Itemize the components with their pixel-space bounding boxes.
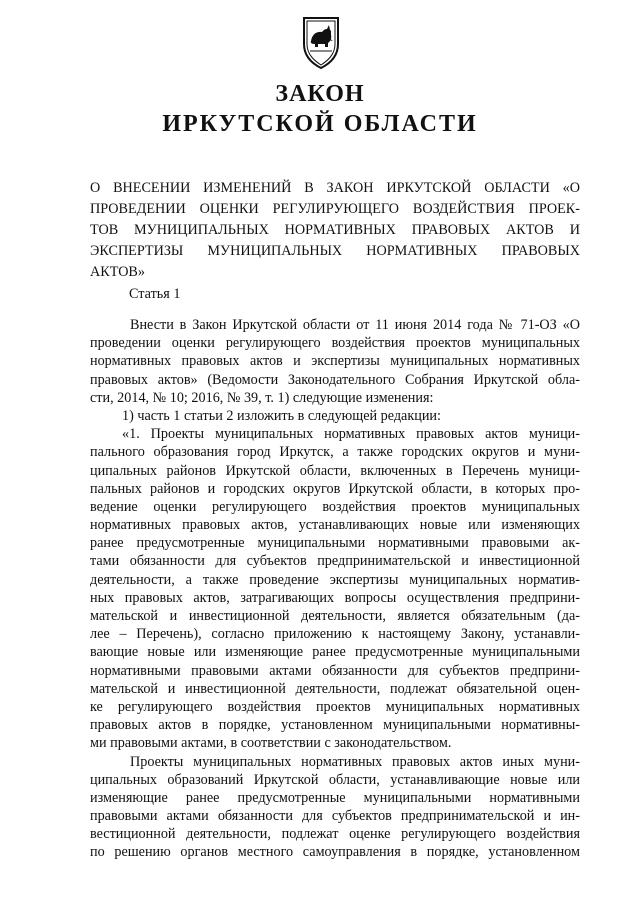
heading-line: ЭКСПЕРТИЗЫ МУНИЦИПАЛЬНЫХ НОРМАТИВНЫХ ПРАВОВЫХ bbox=[90, 243, 580, 259]
article-label: Статья 1 bbox=[129, 286, 181, 302]
body-line: мательской и инвестиционной деятельности, является обязательным (да- bbox=[90, 608, 580, 624]
body-line: правовых актов в порядке, установленном муниципальными нормативны- bbox=[90, 717, 580, 734]
body-line: «1. Проекты муниципальных нормативных правовых актов муници- bbox=[122, 426, 580, 443]
body-line: ципальных образований Иркутской области, устанавливающие новые или bbox=[90, 771, 580, 788]
body-line: мательской и инвестиционной деятельности, подлежат обязательной оцен- bbox=[90, 680, 580, 697]
body-line: деятельности, а также проведение экспертизы муниципальных норматив- bbox=[90, 571, 580, 588]
body-text bbox=[90, 316, 580, 862]
body-line: нормативных правовых актов и экспертизы муниципальных нормативных bbox=[90, 353, 580, 370]
body-line: проведении оценки регулирующего воздействия проектов муниципальных bbox=[90, 335, 580, 352]
body-line: ципальных районов Иркутской области, включенных в Перечень муници- bbox=[90, 462, 580, 479]
body-line: нормативными правовыми актами обязанности для субъектов предприни- bbox=[90, 662, 580, 679]
body-line: пального образования город Иркутск, а также городских округов и муни- bbox=[90, 444, 580, 461]
body-line: Проекты муниципальных нормативных правовых актов иных муни- bbox=[130, 753, 580, 770]
body-line: лее – Перечень), согласно приложению к настоящему Закону, устанавли- bbox=[90, 626, 580, 643]
body-line: Внести в Закон Иркутской области от 11 июня 2014 года № 71-ОЗ «О bbox=[130, 317, 580, 333]
body-line: по решению органов местного самоуправления в порядке, установленном bbox=[90, 844, 580, 861]
law-title-line1: ЗАКОН bbox=[275, 81, 365, 107]
body-line: изменяющие ранее предусмотренные муниципальными нормативными bbox=[90, 789, 580, 806]
law-heading bbox=[90, 178, 580, 283]
heading-line: О ВНЕСЕНИИ ИЗМЕНЕНИЙ В ЗАКОН ИРКУТСКОЙ ОБЛАСТИ «О bbox=[90, 180, 580, 196]
body-line: сти, 2014, № 10; 2016, № 39, т. 1) следующие изменения: bbox=[90, 389, 434, 406]
body-line: правовыми актами обязанности для субъектов предпринимательской и ин- bbox=[90, 808, 580, 825]
coat-of-arms-icon bbox=[298, 14, 344, 70]
heading-line: АКТОВ» bbox=[90, 264, 145, 280]
heading-line: ТОВ МУНИЦИПАЛЬНЫХ НОРМАТИВНЫХ ПРАВОВЫХ АКТОВ И bbox=[90, 222, 580, 238]
body-line: нормативных правовых актов, устанавливающих новые или изменяющих bbox=[90, 517, 580, 534]
body-line: ранее предусмотренные муниципальными нормативными правовыми ак- bbox=[90, 535, 580, 552]
body-line: правовых актов» (Ведомости Законодательного Собрания Иркутской обла- bbox=[90, 371, 580, 388]
heading-line: ПРОВЕДЕНИИ ОЦЕНКИ РЕГУЛИРУЮЩЕГО ВОЗДЕЙСТВИЯ ПРОЕК- bbox=[90, 201, 580, 217]
body-line: ми правовыми актами, в соответствии с законодательством. bbox=[90, 735, 452, 752]
body-line: ке регулирующего воздействия проектов муниципальных нормативных bbox=[90, 698, 580, 715]
body-line: пальных районов и городских округов Иркутской области, в которых про- bbox=[90, 480, 580, 497]
body-line: вестиционной деятельности, подлежат оценке регулирующего воздействия bbox=[90, 826, 580, 843]
body-line: ных правовых актов, затрагивающих вопросы осуществления предприни- bbox=[90, 589, 580, 606]
body-line: вающие новые или изменяющие ранее предусмотренные муниципальными bbox=[90, 644, 580, 661]
body-line: ведение оценки регулирующего воздействия проектов муниципальных bbox=[90, 498, 580, 515]
body-line: 1) часть 1 статьи 2 изложить в следующей редакции: bbox=[122, 407, 441, 424]
body-line: тами обязанности для субъектов предпринимательской и инвестиционной bbox=[90, 553, 580, 570]
law-title-line2: ИРКУТСКОЙ ОБЛАСТИ bbox=[162, 111, 478, 137]
